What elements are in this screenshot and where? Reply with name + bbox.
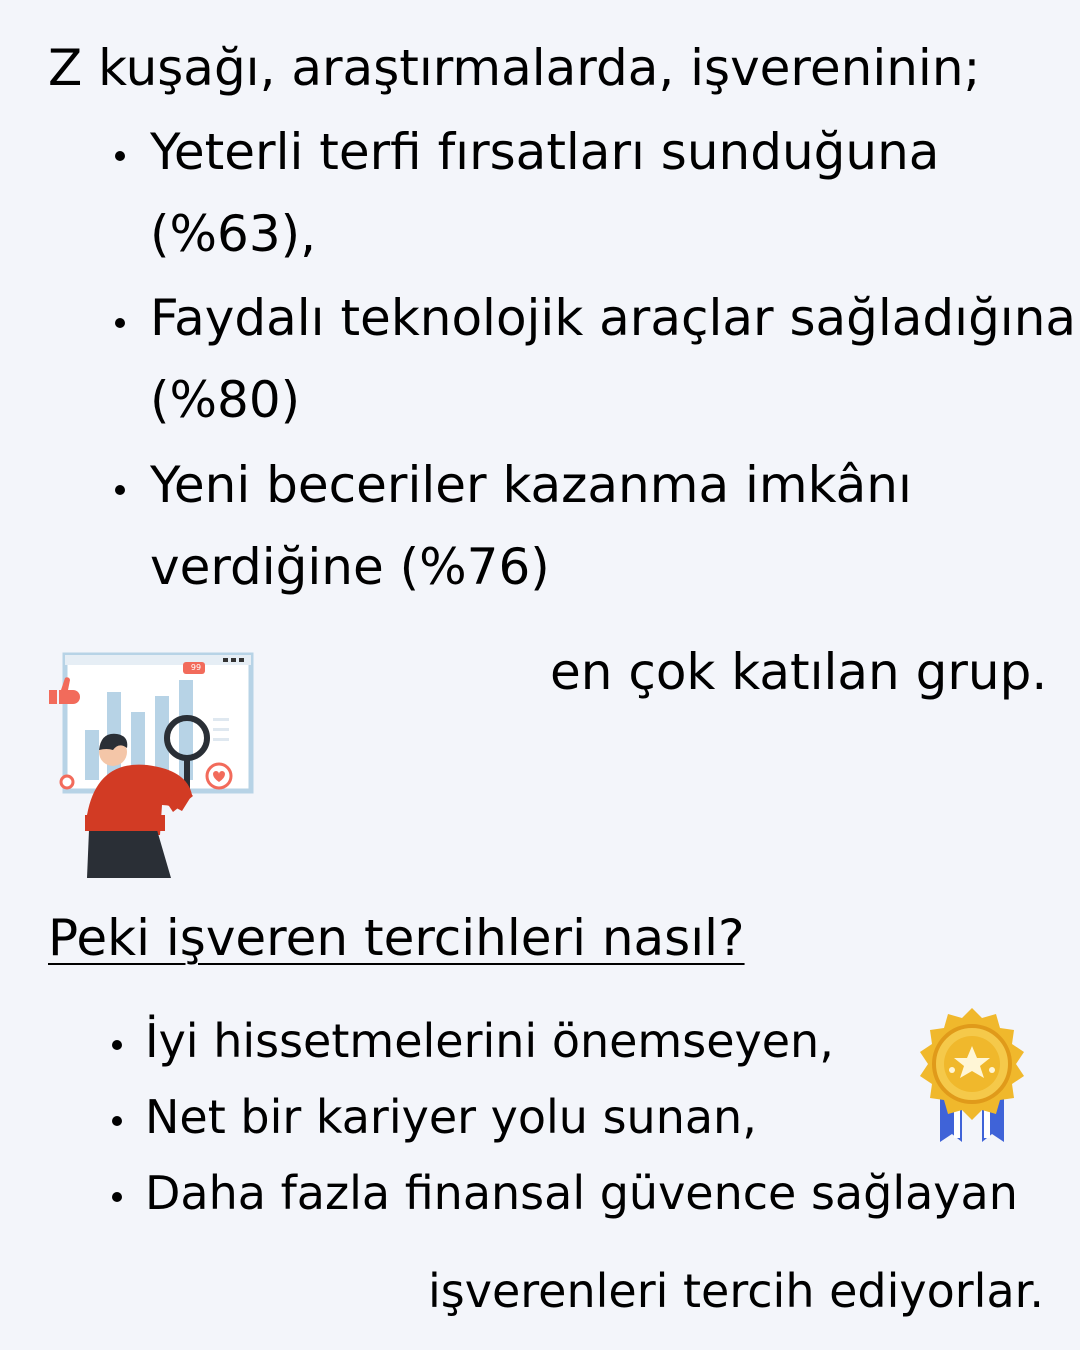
section-heading: Peki işveren tercihleri nasıl? bbox=[48, 909, 745, 967]
bullet-6 bbox=[112, 1192, 122, 1202]
preference-item-3: Daha fazla finansal güvence sağlayan bbox=[145, 1166, 1018, 1220]
stats-item-3-line1: Yeni beceriler kazanma imkânı bbox=[150, 456, 912, 514]
bullet-4 bbox=[112, 1040, 122, 1050]
bullet-5 bbox=[112, 1116, 122, 1126]
bullet-3 bbox=[115, 485, 125, 495]
preference-item-1: İyi hissetmelerini önemseyen, bbox=[145, 1014, 834, 1068]
stats-item-2-line1: Faydalı teknolojik araçlar sağladığına bbox=[150, 289, 1077, 347]
bullet-1 bbox=[115, 151, 125, 161]
conclusion-1: en çok katılan grup. bbox=[550, 643, 1048, 701]
preference-item-2: Net bir kariyer yolu sunan, bbox=[145, 1090, 757, 1144]
bullet-2 bbox=[115, 318, 125, 328]
stats-item-1-line2: (%63), bbox=[150, 205, 317, 263]
intro-text: Z kuşağı, araştırmalarda, işvereninin; bbox=[48, 39, 981, 97]
stats-item-2-line2: (%80) bbox=[150, 371, 301, 429]
stats-item-1-line1: Yeterli terfi fırsatları sunduğuna bbox=[150, 123, 940, 181]
illustration-badge: 99 bbox=[190, 663, 202, 672]
data-analysis-illustration bbox=[45, 650, 265, 880]
stats-item-3-line2: verdiğine (%76) bbox=[150, 538, 550, 596]
award-medal-icon bbox=[912, 1006, 1032, 1146]
conclusion-2: işverenleri tercih ediyorlar. bbox=[428, 1264, 1044, 1318]
